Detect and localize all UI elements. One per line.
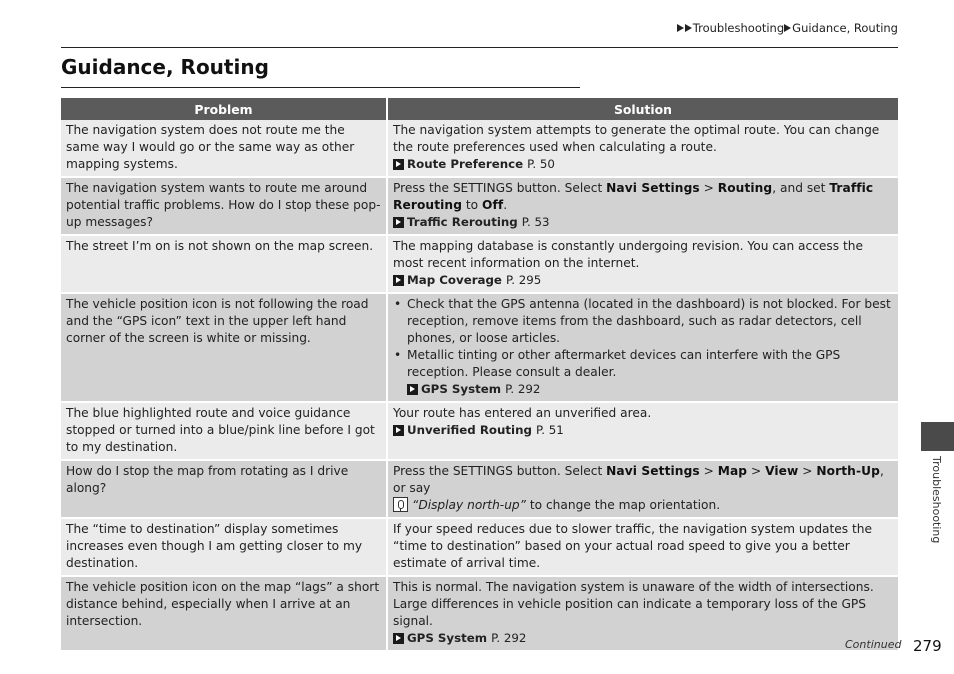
cross-reference-link[interactable] bbox=[393, 422, 893, 439]
header-divider bbox=[61, 47, 898, 48]
table-row bbox=[61, 577, 898, 652]
reference-arrow-icon bbox=[393, 633, 404, 644]
menu-item-north-up: North-Up bbox=[816, 464, 880, 478]
reference-arrow-icon bbox=[393, 159, 404, 170]
solution-text: The mapping database is constantly undergoing revision. You can access the most recent information on the internet. bbox=[393, 239, 864, 270]
table-row bbox=[61, 294, 898, 403]
breadcrumb-arrow-icon bbox=[677, 24, 684, 32]
voice-command-icon bbox=[393, 497, 408, 512]
reference-title: Traffic Rerouting bbox=[407, 215, 518, 229]
menu-item-view: View bbox=[765, 464, 799, 478]
table-row bbox=[61, 461, 898, 519]
reference-arrow-icon bbox=[393, 425, 404, 436]
cross-reference-link[interactable] bbox=[393, 630, 893, 647]
voice-command-text: “Display north-up” bbox=[412, 498, 526, 512]
table-row bbox=[61, 519, 898, 577]
table-row bbox=[61, 236, 898, 294]
section-tab-marker bbox=[921, 422, 954, 451]
reference-arrow-icon bbox=[407, 384, 418, 395]
problem-cell: How do I stop the map from rotating as I drive along? bbox=[61, 461, 388, 519]
problem-cell: The street I’m on is not shown on the map screen. bbox=[61, 236, 388, 294]
cross-reference-link[interactable] bbox=[393, 156, 893, 173]
section-side-label: Troubleshooting bbox=[930, 456, 943, 544]
cross-reference-link[interactable] bbox=[393, 381, 893, 398]
solution-cell bbox=[388, 461, 898, 519]
table-row bbox=[61, 403, 898, 461]
menu-item-off: Off bbox=[482, 198, 504, 212]
problem-cell: The blue highlighted route and voice guidance stopped or turned into a blue/pink line before I got to my destination. bbox=[61, 403, 388, 461]
menu-item-navi-settings: Navi Settings bbox=[606, 181, 700, 195]
solution-text: Press the SETTINGS button. Select Navi Settings > Map > View > North-Up, or say bbox=[393, 464, 884, 495]
list-item: • Metallic tinting or other aftermarket devices can interfere with the GPS reception. Please consult a dealer. bbox=[393, 347, 893, 381]
reference-page: P. 292 bbox=[491, 631, 527, 645]
solution-text: This is normal. The navigation system is unaware of the width of intersections. Large differences in vehicle position can indicate a temporary loss of the GPS signal. bbox=[393, 580, 874, 628]
column-header-solution: Solution bbox=[388, 98, 898, 120]
solution-cell bbox=[388, 577, 898, 652]
breadcrumb-arrow-icon bbox=[685, 24, 692, 32]
reference-title: Unverified Routing bbox=[407, 423, 532, 437]
breadcrumb-arrow-icon bbox=[784, 24, 791, 32]
problem-cell: The vehicle position icon is not following the road and the “GPS icon” text in the upper left hand corner of the screen is white or missing. bbox=[61, 294, 388, 403]
reference-page: P. 292 bbox=[505, 382, 541, 396]
problem-cell: The navigation system does not route me the same way I would go or the same way as other mapping systems. bbox=[61, 120, 388, 178]
table-header-row bbox=[61, 98, 898, 120]
continued-label: Continued bbox=[845, 638, 902, 651]
solution-text: Press the SETTINGS button. Select Navi Settings > Routing, and set Traffic Rerouting to Off. bbox=[393, 181, 874, 212]
reference-arrow-icon bbox=[393, 275, 404, 286]
reference-title: Route Preference bbox=[407, 157, 524, 171]
breadcrumb-page: Guidance, Routing bbox=[792, 21, 898, 35]
reference-page: P. 50 bbox=[527, 157, 555, 171]
menu-item-navi-settings: Navi Settings bbox=[606, 464, 700, 478]
title-underline bbox=[61, 87, 580, 88]
reference-page: P. 295 bbox=[505, 273, 542, 287]
reference-page: P. 51 bbox=[535, 423, 564, 437]
menu-item-map: Map bbox=[717, 464, 748, 478]
solution-text: The navigation system attempts to generate the optimal route. You can change the route preferences used when calculating a route. bbox=[393, 123, 880, 154]
problem-cell: The navigation system wants to route me around potential traffic problems. How do I stop these pop-up messages? bbox=[61, 178, 388, 236]
reference-title: Map Coverage bbox=[407, 273, 502, 287]
table-row bbox=[61, 178, 898, 236]
problem-cell: The vehicle position icon on the map “lags” a short distance behind, especially when I arrive at an intersection. bbox=[61, 577, 388, 652]
reference-page: P. 53 bbox=[521, 215, 550, 229]
solution-cell bbox=[388, 294, 898, 403]
breadcrumb-section[interactable]: Troubleshooting bbox=[692, 21, 785, 35]
page-title: Guidance, Routing bbox=[61, 55, 269, 79]
cross-reference-link[interactable] bbox=[393, 272, 893, 289]
solution-cell bbox=[388, 178, 898, 236]
cross-reference-link[interactable] bbox=[393, 214, 893, 231]
reference-title: GPS System bbox=[421, 382, 502, 396]
page-number: 279 bbox=[913, 637, 942, 655]
menu-item-routing: Routing bbox=[717, 181, 773, 195]
problem-cell: The “time to destination” display sometimes increases even though I am getting closer to my destination. bbox=[61, 519, 388, 577]
troubleshooting-table bbox=[61, 98, 898, 652]
voice-command-line: “Display north-up” to change the map orientation. bbox=[393, 497, 893, 514]
column-header-problem: Problem bbox=[61, 98, 388, 120]
solution-cell bbox=[388, 120, 898, 178]
solution-text: Your route has entered an unverified area. bbox=[393, 406, 652, 420]
table-row bbox=[61, 120, 898, 178]
list-item: • Check that the GPS antenna (located in the dashboard) is not blocked. For best reception, remove items from the dashboard, such as radar detectors, cell phones, or loose articles. bbox=[393, 296, 893, 347]
menu-item-traffic-rerouting: Traffic Rerouting bbox=[393, 181, 874, 212]
reference-title: GPS System bbox=[407, 631, 488, 645]
solution-cell bbox=[388, 236, 898, 294]
solution-cell: If your speed reduces due to slower traffic, the navigation system updates the “time to destination” based on your actual road speed to give you a better estimate of arrival time. bbox=[388, 519, 898, 577]
solution-cell bbox=[388, 403, 898, 461]
breadcrumb bbox=[677, 21, 898, 35]
solution-bullet-list bbox=[393, 296, 893, 381]
reference-arrow-icon bbox=[393, 217, 404, 228]
